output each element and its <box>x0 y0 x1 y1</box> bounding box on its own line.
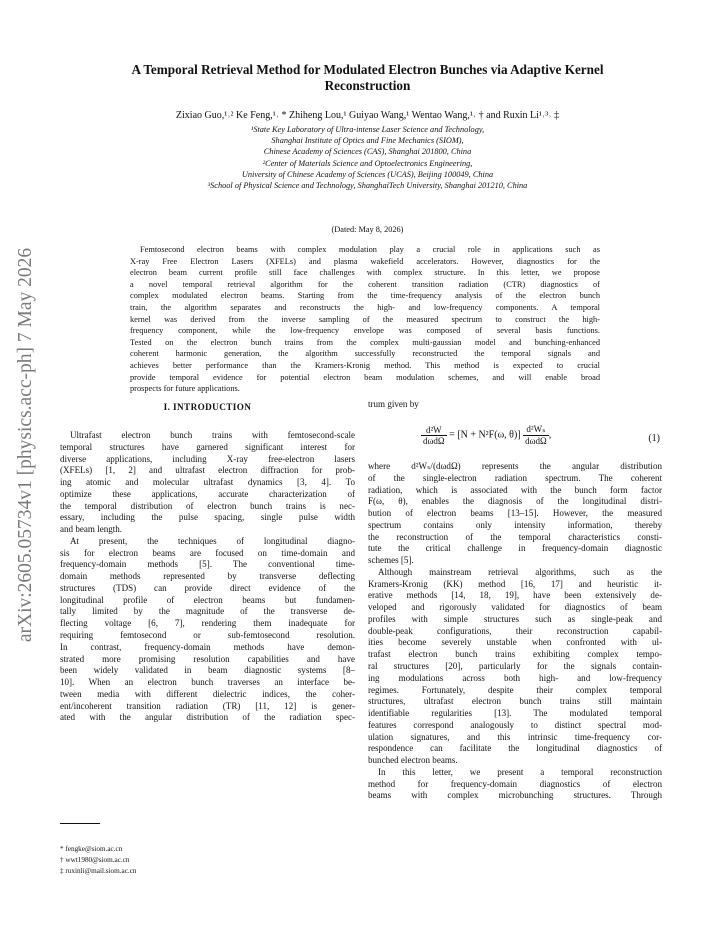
paragraph-line: flecting voltage [6, 7], rendering them inadequate for <box>60 618 355 629</box>
paragraph-line: identifiable regularities [13]. The modulated temporal <box>368 708 662 719</box>
paragraph-line: spectrum contains only intensity information, thereby <box>368 519 662 530</box>
abstract <box>130 244 600 395</box>
paragraph-line: longitudinal profile of electron beams but fundamen- <box>60 594 355 605</box>
author-list <box>70 110 665 121</box>
right-column-intro <box>368 399 662 411</box>
equation-1 <box>368 424 662 458</box>
paragraph-line: strated more promising resolution capabilities and have <box>60 653 355 664</box>
paragraph-line: where d²Wₛ/(dωdΩ) represents the angular distribution <box>368 461 662 471</box>
paragraph-line: and beam length. <box>60 524 123 535</box>
paragraph-line: temporal structures have garnered significant interest for <box>60 441 355 452</box>
footnote-rule <box>60 823 100 824</box>
paragraph-line: bunched electron beams. <box>368 755 458 766</box>
paragraph-line: (XFELs) [1, 2] and ultrafast electron diffraction for prob- <box>60 465 355 476</box>
left-column <box>60 430 355 724</box>
paragraph-line: the reconstruction of the temporal characteristics consti- <box>368 531 662 542</box>
equation-body <box>421 424 551 446</box>
eq-lhs-numerator: d²W <box>421 425 447 436</box>
paragraph-line: ulation signatures, and this intrinsic time-frequency cor- <box>368 731 662 742</box>
abstract-line: coherent harmonic generation, the algorithm successfully reconstructed the temporal signals and <box>130 349 600 359</box>
title-line-2: Reconstruction <box>324 78 411 93</box>
paragraph-line: ities become severely unstable when confronted with ul- <box>368 637 662 648</box>
date-line: (Dated: May 8, 2026) <box>331 225 404 234</box>
affiliation-line: Shanghai Institute of Optics and Fine Mechanics (SIOM), <box>271 136 464 146</box>
paragraph-line: tally limited by the magnitude of the transverse de- <box>60 606 355 617</box>
eq-tail: , <box>548 429 552 441</box>
paragraph-line: At present, the techniques of longitudinal diagno- <box>70 535 355 546</box>
paragraph-line: ing modulations across both high- and low-frequency <box>368 672 662 683</box>
right-column <box>368 461 662 802</box>
paragraph-line: requiring femtosecond or sub-femtosecond resolution. <box>60 630 355 641</box>
affiliations <box>70 124 665 191</box>
paragraph-line: Although mainstream retrieval algorithms, such as the <box>378 566 662 577</box>
paragraph-line: domain methods represented by transverse deflecting <box>60 571 355 582</box>
paragraph-line: structures (TDS) can provide direct evidence of the <box>60 582 355 593</box>
section-heading: I. INTRODUCTION <box>163 402 252 412</box>
paragraph-line: of the single-electron radiation spectrum. The coherent <box>368 472 662 483</box>
paragraph-line: F(ω, θ), enables the diagnosis of the longitudinal distri- <box>368 496 662 507</box>
paragraph-line: 10]. When an electron bunch traverses an interface be- <box>60 677 355 688</box>
affiliation-line: Chinese Academy of Sciences (CAS), Shanghai 201800, China <box>263 147 472 157</box>
paragraph-line: been widely validated in beam diagnostic systems [8– <box>60 665 355 676</box>
paragraph-line: respondence can facilitate the longitudinal diagnostics of <box>368 743 662 754</box>
paragraph-line: Ultrafast electron bunch trains with femtosecond-scale <box>70 430 355 440</box>
abstract-line: complex modulated electron beams. Starting from the time-frequency analysis of the electron bunch <box>130 291 600 301</box>
abstract-line: prospects for future applications. <box>130 384 240 394</box>
equation-number: (1) <box>648 433 660 444</box>
paragraph-line: diverse applications, including X-ray free-electron lasers <box>60 453 355 464</box>
eq-lhs-denominator: dωdΩ <box>423 435 445 446</box>
abstract-line: achieves better performance than the Kramers-Kronig method. This method is expected to crucial <box>130 360 600 370</box>
eq-rhs-numerator: d²Wₛ <box>523 424 549 436</box>
abstract-line: electron beam current profile still face challenges with complex structure. In this letter, we propose <box>130 268 600 278</box>
paragraph-line: ated with the angular distribution of the radiation spec- <box>60 712 355 723</box>
affiliation-line: ¹State Key Laboratory of Ultra-intense Laser Science and Technology, <box>250 125 485 134</box>
paragraph-line: In this letter, we present a temporal reconstruction <box>378 766 662 777</box>
paragraph-line: veloped and rigorously validated for diagnostics of beam <box>368 602 662 613</box>
paragraph-line: regimes. Fortunately, despite their complex temporal <box>368 684 662 695</box>
abstract-line: kernel was derived from the inverse sampling of the measured spectrum to construct the high- <box>130 314 600 324</box>
paragraph-line: erative methods [14, 18, 19], have been extensively de- <box>368 590 662 601</box>
paragraph-line: bution of electron beams [13–15]. However, the measured <box>368 508 662 519</box>
arxiv-identifier-stamp <box>8 235 44 655</box>
paragraph-line: trum given by <box>368 399 419 409</box>
paragraph-line: features correspond analogously to distinct spectral mod- <box>368 719 662 730</box>
footnote-email: † wwt1980@siom.ac.cn <box>60 856 130 864</box>
affiliation-line: University of Chinese Academy of Sciences (UCAS), Beijing 100049, China <box>241 169 494 179</box>
paragraph-line: structures, ultrafast electron bunch trains still maintain <box>368 696 662 707</box>
affiliation-line: ²Center of Materials Science and Optoelectronics Engineering, <box>262 158 473 168</box>
abstract-line: provide temporal evidence for potential electron beam modulation schemes, and will enable broad <box>130 372 600 382</box>
abstract-line: a novel temporal retrieval algorithm for the coherent transition radiation (CTR) diagnostics of <box>130 279 600 289</box>
eq-rhs-denominator: dωdΩ <box>525 436 547 446</box>
abstract-line: train, the algorithm separates and reconstructs the high- and low-frequency components. A temporal <box>130 302 600 312</box>
paragraph-line: tute the critical challenge in frequency-domain diagnostic <box>368 543 662 554</box>
paragraph-line: sis for electron beams are focused on time-domain and <box>60 547 355 558</box>
footnote-email: * fengke@siom.ac.cn <box>60 845 123 853</box>
abstract-line: frequency component, while the low-frequency envelope was composed of several basis functions. <box>130 326 600 336</box>
paragraph-line: tween media with different dielectric indices, the coher- <box>60 688 355 699</box>
paragraph-line: Kramers-Kronig (KK) method [16, 17] and heuristic it- <box>368 578 662 589</box>
paragraph-line: ent/incoherent transition radiation (TR) [11, 12] is gener- <box>60 700 355 711</box>
abstract-line: Femtosecond electron beams with complex modulation play a crucial role in applications such as <box>140 245 600 254</box>
paragraph-line: ing atomic and molecular ultrafast dynamics [3, 4]. To <box>60 477 355 488</box>
paragraph-line: radiation, which is associated with the bunch form factor <box>368 484 662 495</box>
paragraph-line: frequency-domain methods [5]. The conventional time- <box>60 559 355 570</box>
abstract-line: Tested on the electron bunch trains from the complex multi-gaussian model and bunching-enhanced <box>130 337 600 347</box>
paragraph-line: method for frequency-domain diagnostics of electron <box>368 778 662 789</box>
title-line-1: A Temporal Retrieval Method for Modulated Electron Bunches via Adaptive Kernel <box>131 62 604 77</box>
paragraph-line: optimize these applications, accurate characterization of <box>60 488 355 499</box>
paragraph-line: schemes [5]. <box>368 555 414 566</box>
authors-text: Zixiao Guo,¹˒² Ke Feng,¹˒ * Zhiheng Lou,¹ Guiyao Wang,¹ Wentao Wang,¹˒ † and Ruxin Li¹˒³˒ ‡ <box>175 110 560 121</box>
paragraph-line: the temporal distribution of electron bunch trains is nec- <box>60 500 355 511</box>
paragraph-line: double-peak configurations, their reconstruction capabil- <box>368 625 662 636</box>
paragraph-line: In contrast, frequency-domain methods have demon- <box>60 641 355 652</box>
paragraph-line: essary, including the pulse spacing, single pulse width <box>60 512 355 523</box>
affiliation-line: ³School of Physical Science and Technology, ShanghaiTech University, Shanghai 201210, China <box>207 181 528 191</box>
paragraph-line: profiles with simple structures such as single-peak and <box>368 613 662 624</box>
paragraph-line: ral structures [20], particularly for the signals contain- <box>368 661 662 672</box>
arxiv-identifier: arXiv:2605.05734v1 [physics.acc-ph] 7 May 2026 <box>15 247 36 643</box>
paragraph-line: beams with complex microbunching structures. Through <box>368 790 662 801</box>
paragraph-line: trafast electron bunch trains exhibiting complex tempo- <box>368 649 662 660</box>
paper-title <box>70 62 665 94</box>
abstract-line: X-ray Free Electron Lasers (XFELs) and plasma wakefield accelerators. However, diagnostics for the <box>130 256 600 266</box>
footnote-email: ‡ ruxinli@mail.siom.ac.cn <box>60 867 137 875</box>
eq-middle: = [N + N²F(ω, θ)] <box>446 429 524 441</box>
